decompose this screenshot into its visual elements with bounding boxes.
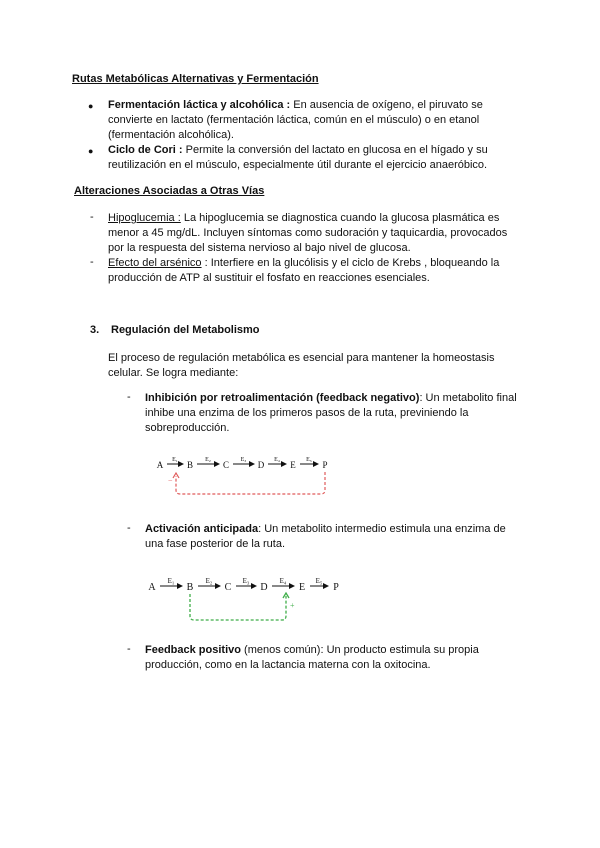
item-text: convierte en lactato (fermentación láctica, común en el músculo) o en etanol bbox=[108, 114, 480, 126]
node-b: B bbox=[186, 460, 194, 470]
item-text: Permite la conversión del lactato en glucosa en el hígado y su bbox=[182, 144, 488, 156]
item-text: reutilización en el músculo, especialmente útil durante el ejercicio anaeróbico. bbox=[108, 159, 488, 171]
enzyme-label: E₃ bbox=[240, 457, 247, 463]
bullet-dash-icon: - bbox=[127, 391, 131, 403]
list-item bbox=[108, 143, 528, 173]
item-text: : Un metabolito final bbox=[419, 392, 517, 404]
item-text: En ausencia de oxígeno, el piruvato se bbox=[290, 99, 483, 111]
node-d: D bbox=[260, 582, 268, 593]
item-text: : Un metabolito intermedio estimula una enzima de bbox=[258, 523, 506, 535]
item-text: producción de ATP al sustituir el fosfato en reacciones esenciales. bbox=[108, 272, 430, 284]
intro-text: celular. Se logra mediante: bbox=[108, 367, 239, 379]
item-text: producción, como en la lactancia materna con la oxitocina. bbox=[145, 659, 431, 671]
section3-title: Regulación del Metabolismo bbox=[111, 324, 260, 336]
item-term: Efecto del arsénico bbox=[108, 257, 202, 269]
item-text: menor a 45 mg/dL. Incluyen síntomas como sudoración y taquicardia, provocados bbox=[108, 227, 508, 239]
item-text: La hipoglucemia se diagnostica cuando la glucosa plasmática es bbox=[180, 212, 500, 224]
item-text: : Interfiere en la glucólisis y el ciclo de Krebs , bloqueando la bbox=[201, 257, 500, 269]
list-item bbox=[145, 391, 530, 436]
list-item bbox=[108, 256, 528, 286]
item-term: Feedback positivo bbox=[145, 644, 241, 656]
node-d: D bbox=[257, 460, 265, 470]
activation-line bbox=[190, 594, 286, 620]
bullet-dash-icon: - bbox=[127, 643, 131, 655]
item-text: inhibe una enzima de los primeros pasos de la ruta, previniendo la bbox=[145, 407, 469, 419]
item-text: sobreproducción. bbox=[145, 422, 230, 434]
bullet-dot-icon: ● bbox=[88, 146, 94, 156]
list-item bbox=[108, 211, 528, 256]
section1-title: Rutas Metabólicas Alternativas y Fermentación bbox=[72, 73, 319, 85]
activation-sign: + bbox=[290, 601, 295, 610]
node-b: B bbox=[186, 582, 194, 593]
section2-title: Alteraciones Asociadas a Otras Vías bbox=[74, 185, 265, 197]
node-a: A bbox=[148, 582, 156, 593]
node-p: P bbox=[322, 460, 328, 470]
enzyme-label: E₂ bbox=[205, 577, 213, 585]
node-e: E bbox=[298, 582, 306, 593]
list-item bbox=[145, 522, 530, 552]
section3-number: 3. bbox=[90, 324, 100, 336]
item-term: Activación anticipada bbox=[145, 523, 259, 535]
node-p: P bbox=[333, 582, 339, 593]
feedback-inhibition-line bbox=[176, 472, 325, 494]
item-term: Ciclo de Cori : bbox=[108, 144, 183, 156]
node-e: E bbox=[290, 460, 296, 470]
enzyme-label: E₄ bbox=[279, 577, 287, 585]
node-a: A bbox=[156, 460, 164, 470]
feedback-arrowhead bbox=[173, 473, 179, 478]
list-item bbox=[145, 643, 530, 673]
item-text: (fermentación alcohólica). bbox=[108, 129, 234, 141]
enzyme-label: E₁ bbox=[167, 577, 175, 585]
bullet-dash-icon: - bbox=[127, 522, 131, 534]
enzyme-label: E₁ bbox=[172, 457, 178, 463]
inhibition-sign: − bbox=[168, 476, 173, 485]
section3-intro bbox=[108, 351, 528, 381]
item-text: por la respuesta del sistema nervioso al bajo nivel de glucosa. bbox=[108, 242, 411, 254]
enzyme-label: E₂ bbox=[205, 457, 211, 463]
item-term: Hipoglucemia : bbox=[108, 212, 181, 224]
enzyme-label: E₃ bbox=[242, 577, 250, 585]
item-term: Fermentación láctica y alcohólica : bbox=[108, 99, 291, 111]
intro-text: El proceso de regulación metabólica es esencial para mantener la homeostasis bbox=[108, 352, 495, 364]
feedforward-activation-diagram bbox=[140, 568, 360, 628]
node-c: C bbox=[222, 460, 230, 470]
list-item bbox=[108, 98, 528, 143]
bullet-dot-icon: ● bbox=[88, 101, 94, 111]
bullet-dash-icon: - bbox=[90, 211, 94, 223]
enzyme-label: E₅ bbox=[306, 457, 312, 463]
enzyme-label: E₄ bbox=[274, 457, 280, 463]
item-text: (menos común): Un producto estimula su propia bbox=[240, 644, 479, 656]
item-term: Inhibición por retroalimentación (feedback negativo) bbox=[145, 392, 420, 404]
enzyme-label: E₅ bbox=[315, 577, 323, 585]
bullet-dash-icon: - bbox=[90, 256, 94, 268]
node-c: C bbox=[224, 582, 232, 593]
feedback-negative-diagram bbox=[150, 450, 350, 500]
item-text: una fase posterior de la ruta. bbox=[145, 538, 286, 550]
